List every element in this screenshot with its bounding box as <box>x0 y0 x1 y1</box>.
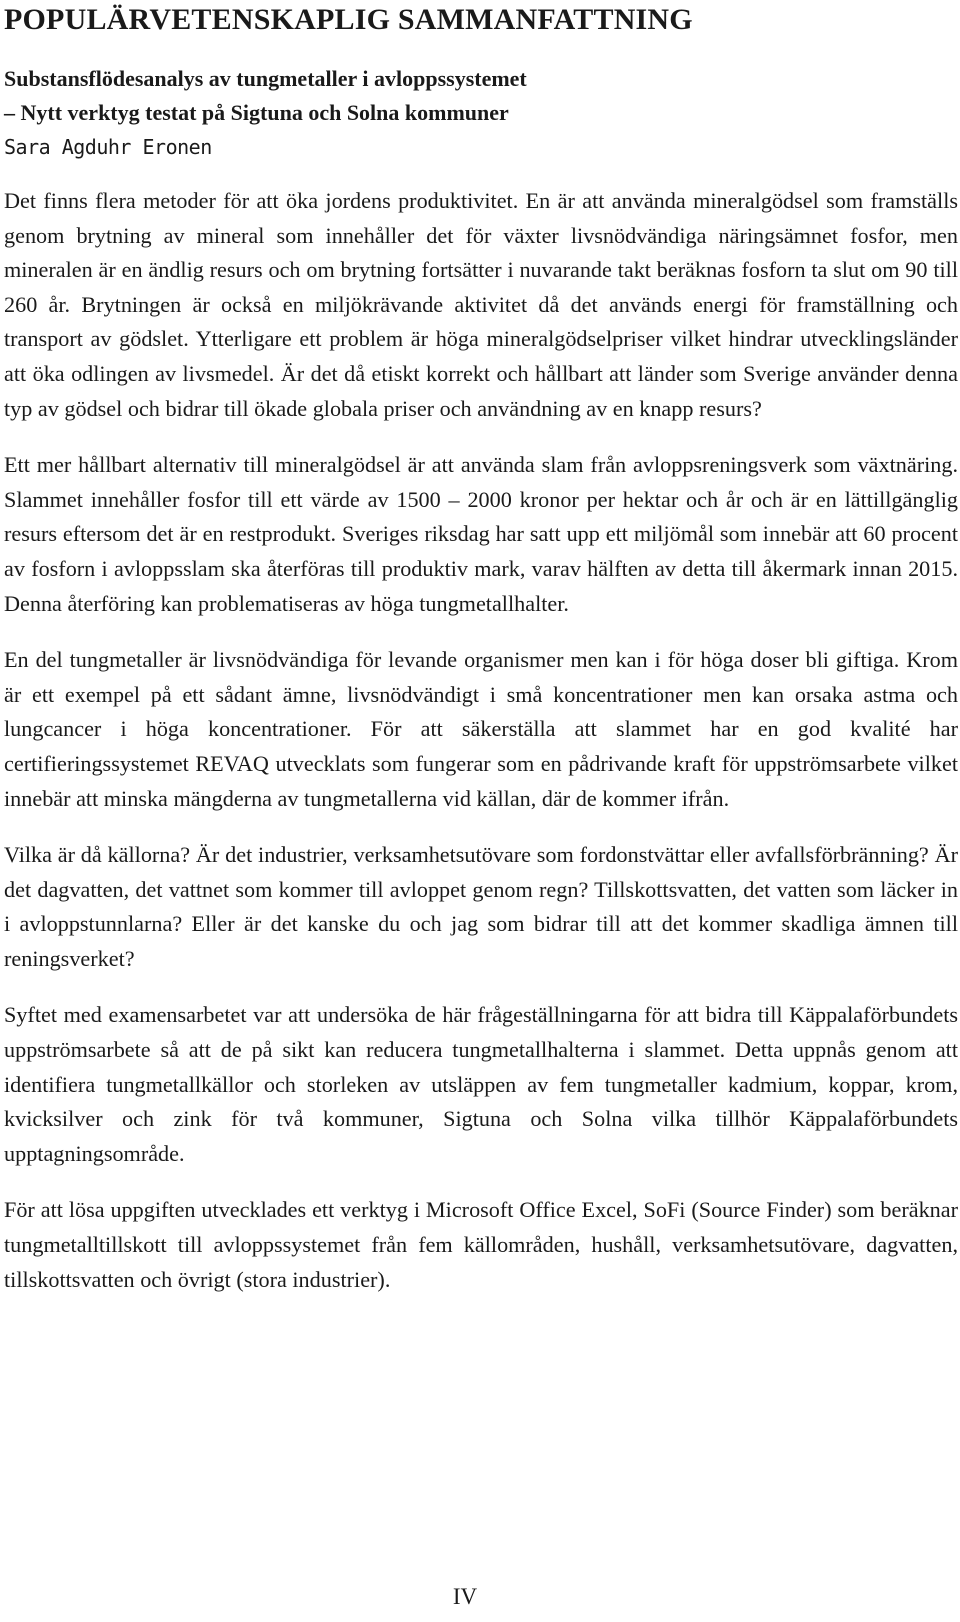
paragraph-1: Det finns flera metoder för att öka jordens produktivitet. En är att använda mineralgödsel som framställs genom brytning av mineral som innehåller det för växter livsnödvändiga näringsämnet fosfor, men mineralen är en ändlig resurs och om brytning fortsätter i nuvarande takt beräknas fosforn ta slut om 90 till 260 år. Brytningen är också en miljökrävande aktivitet då det används energi för framställning och transport av gödslet. Ytterligare ett problem är höga mineralgödselpriser vilket hindrar utvecklingsländer att öka odlingen av livsmedel. Är det då etiskt korrekt och hållbart att länder som Sverige använder denna typ av gödsel och bidrar till ökade globala priser och användning av en knapp resurs? <box>4 188 958 421</box>
paragraph-2: Ett mer hållbart alternativ till mineralgödsel är att använda slam från avloppsreningsverk som växtnäring. Slammet innehåller fosfor till ett värde av 1500 – 2000 kronor per hektar och år och är en lättillgänglig resurs eftersom det är en restprodukt. Sveriges riksdag har satt upp ett miljömål som innebär att 60 procent av fosforn i avloppsslam ska återföras till produktiv mark, varav hälften av detta till åkermark innan 2015. Denna återföring kan problematiseras av höga tungmetallhalter. <box>4 452 958 616</box>
author-name: Sara Agduhr Eronen <box>4 135 212 159</box>
thesis-title-line2: – Nytt verktyg testat på Sigtuna och Solna kommuner <box>4 100 509 125</box>
paragraph-5: Syftet med examensarbetet var att undersöka de här frågeställningarna för att bidra till Käppalaförbundets uppströmsarbete så att de på sikt kan reducera tungmetallhalterna i slammet. Detta uppnås genom att identifiera tungmetallkällor och storleken av utsläppen av fem tungmetaller kadmium, koppar, krom, kvicksilver och zink för två kommuner, Sigtuna och Solna vilka tillhör Käppalaförbundets upptagningsområde. <box>4 1002 958 1166</box>
paragraph-6: För att lösa uppgiften utvecklades ett verktyg i Microsoft Office Excel, SoFi (Source Finder) som beräknar tungmetalltillskott till avloppssystemet från fem källområden, hushåll, verksamhetsutövare, dagvatten, tillskottsvatten och övrigt (stora industrier). <box>4 1197 958 1292</box>
paragraph-4: Vilka är då källorna? Är det industrier, verksamhetsutövare som fordonstvättar eller avfallsförbränning? Är det dagvatten, det vattnet som kommer till avloppet genom regn? Tillskottsvatten, det vatten som läcker in i avloppstunnlarna? Eller är det kanske du och jag som bidrar till att det kommer skadliga ämnen till reningsverket? <box>4 842 958 971</box>
paragraph-3: En del tungmetaller är livsnödvändiga för levande organismer men kan i för höga doser bli giftiga. Krom är ett exempel på ett sådant ämne, livsnödvändigt i små koncentrationer men kan orsaka astma och lungcancer i höga koncentrationer. För att säkerställa att slammet har en god kvalité har certifieringssystemet REVAQ utvecklats som fungerar som en pådrivande kraft för uppströmsarbete vilket innebär att minska mängderna av tungmetallerna vid källan, där de kommer ifrån. <box>4 647 958 811</box>
page-number: IV <box>452 1584 478 1609</box>
document-page <box>4 0 958 1319</box>
page-title: POPULÄRVETENSKAPLIG SAMMANFATTNING <box>4 3 693 36</box>
thesis-title-line1: Substansflödesanalys av tungmetaller i avloppssystemet <box>4 66 527 91</box>
body-text <box>4 184 958 1297</box>
thesis-title <box>4 62 958 130</box>
